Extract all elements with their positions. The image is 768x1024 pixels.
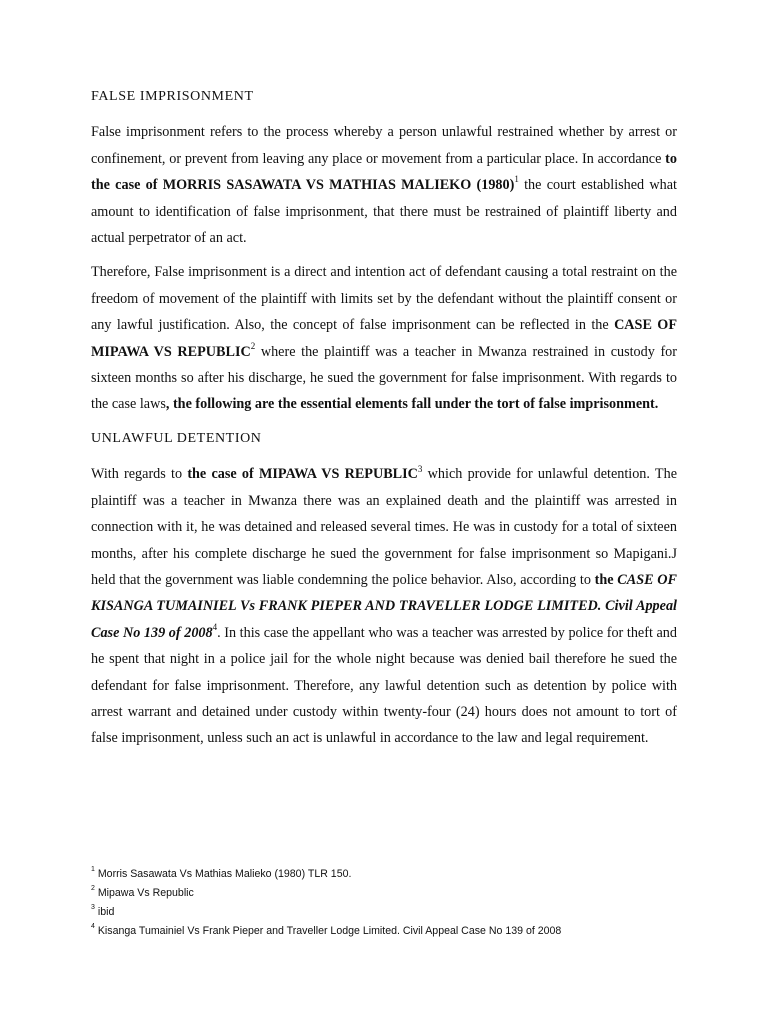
footnote-text: Mipawa Vs Republic <box>94 887 194 899</box>
text-run: With regards to <box>91 466 188 483</box>
footnote-ref: 4 <box>212 621 218 632</box>
text-run: which provide for unlawful detention. The plaintiff was a teacher in Mwanza there was an explained death and the plaintiff was arrested in connection with it, he was detained and released several times. He was in custody for a total of sixteen months, after his complete discharge he sued the government for false imprisonment so Mapigani.J held that the government was liable condemning the police behavior. Also, according to <box>91 466 677 588</box>
footnote-ref: 1 <box>514 174 519 185</box>
footnote-number: 1 <box>91 866 95 874</box>
text-run: False imprisonment refers to the process whereby a person unlawful restrained whether by arrest or confinement, or prevent from leaving any place or movement from a particular place. In accordance <box>91 124 677 167</box>
section-heading-unlawful-detention: UNLAWFUL DETENTION <box>91 430 262 446</box>
footnote-ref: 3 <box>417 463 423 474</box>
footnote-number: 3 <box>91 904 95 912</box>
section-heading-false-imprisonment: FALSE IMPRISONMENT <box>91 89 254 104</box>
text-run: the court established what amount to identification of false imprisonment, that there must be restrained of plaintiff liberty and actual perpetrator of an act. <box>91 177 677 247</box>
footnote-text: Kisanga Tumainiel Vs Frank Pieper and Traveller Lodge Limited. Civil Appeal Case No 139 of 2008 <box>94 925 562 937</box>
bold-text-run: the <box>594 571 618 588</box>
footnote <box>91 922 677 941</box>
footnote-text: ibid <box>94 906 115 918</box>
document-body <box>91 84 677 760</box>
paragraph-unlawful-detention <box>91 461 677 751</box>
case-citation: CASE OF MIPAWA VS REPUBLIC <box>91 317 678 360</box>
case-citation: the case of MIPAWA VS REPUBLIC <box>187 466 418 483</box>
paragraph-definition <box>91 119 677 251</box>
case-citation: to the case of MORRIS SASAWATA VS MATHIAS MALIEKO (1980) <box>91 150 677 194</box>
footnote <box>91 884 677 903</box>
footnote-text: Morris Sasawata Vs Mathias Malieko (1980) TLR 150. <box>94 868 352 880</box>
footnote <box>91 865 677 884</box>
bold-text-run: , the following are the essential elements fall under the tort of false imprisonment. <box>165 396 659 413</box>
footnotes <box>91 865 677 941</box>
footnote-number: 4 <box>91 923 95 931</box>
footnote-number: 2 <box>91 885 95 893</box>
footnote-ref: 2 <box>250 340 256 351</box>
paragraph-mipawa <box>91 259 677 417</box>
footnote <box>91 903 677 922</box>
text-run: where the plaintiff was a teacher in Mwanza restrained in custody for sixteen months so after his discharge, he sued the government for false imprisonment. With regards to the case laws <box>91 343 677 413</box>
case-citation-italic: CASE OF KISANGA TUMAINIEL Vs FRANK PIEPER AND TRAVELLER LODGE LIMITED. Civil Appeal Case No 139 of 2008 <box>91 571 677 641</box>
text-run: . In this case the appellant who was a teacher was arrested by police for theft and he spent that night in a police jail for the whole night because was denied bail therefore he sued the defendant for false imprisonment. Therefore, any lawful detention such as detention by police with arrest warrant and detained under custody within twenty-four (24) hours does not amount to tort of false imprisonment, unless such an act is unlawful in accordance to the law and legal requirement. <box>91 624 677 747</box>
text-run: Therefore, False imprisonment is a direct and intention act of defendant causing a total restraint on the freedom of movement of the plaintiff with limits set by the defendant without the plaintiff consent or any lawful justification. Also, the concept of false imprisonment can be reflected in the <box>91 264 677 334</box>
